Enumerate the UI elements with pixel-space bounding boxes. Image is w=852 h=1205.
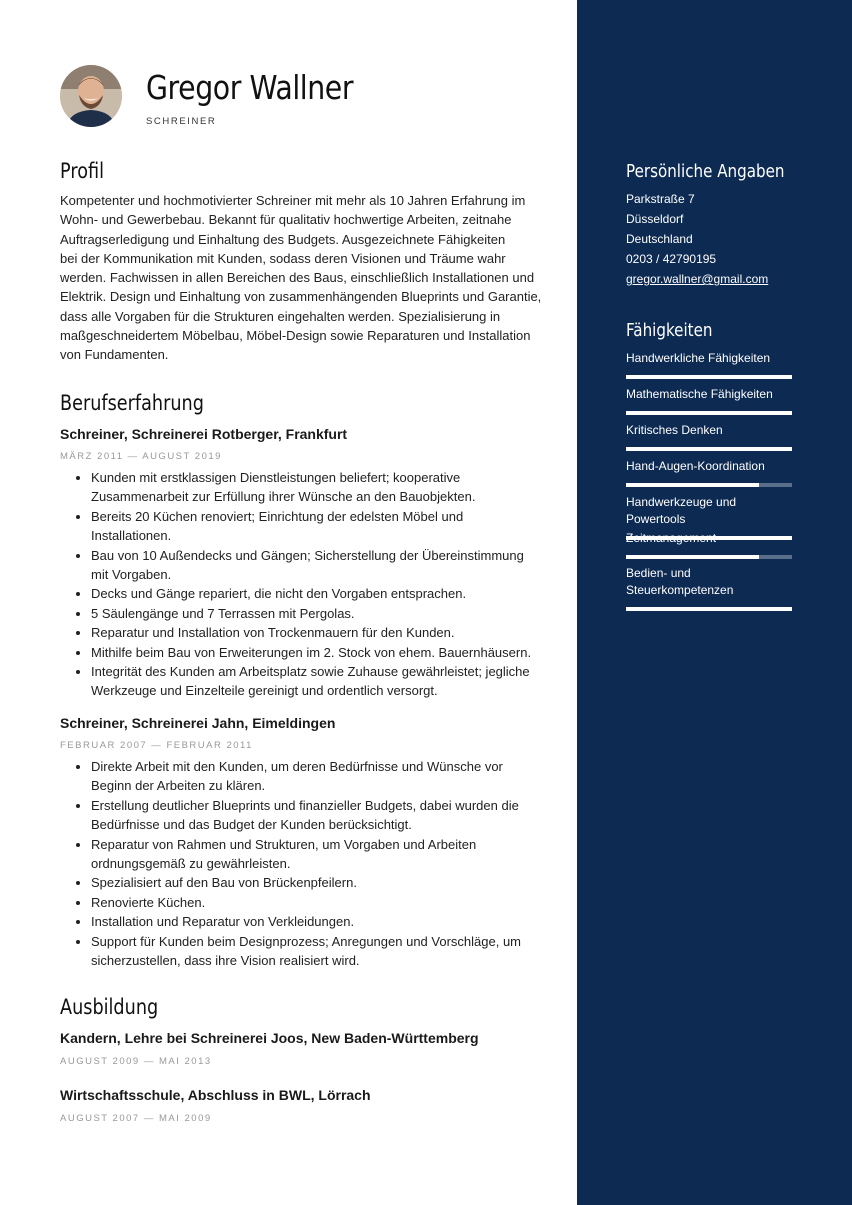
education-title: Wirtschaftsschule, Abschluss in BWL, Lörrach	[60, 1087, 371, 1103]
bullet-item: • Support für Kunden beim Designprozess; Anregungen und Vorschläge, um sicherzustellen, dass ihre Vision realisiert wird.	[91, 932, 541, 971]
skill-label: Hand-Augen-Koordination	[626, 459, 765, 473]
skill-bar-fill	[626, 411, 792, 415]
profile-line: Auftragserledigung und Einhaltung des Budgets. Ausgezeichnete Fähigkeiten	[60, 231, 506, 247]
bullet-item: • Mithilfe beim Bau von Erweiterungen im 2. Stock von ehem. Bauernhäusern.	[91, 643, 541, 662]
profile-line: Kompetenter und hochmotivierter Schreiner mit mehr als 10 Jahren Erfahrung im	[60, 193, 526, 208]
skill-bar	[626, 447, 792, 451]
profile-line: bei der Kommunikation mit Kunden, sodass deren Visionen und Träume wahr	[60, 250, 506, 266]
bullet-item: • 5 Säulengänge und 7 Terrassen mit Pergolas.	[91, 604, 541, 623]
job-dates: FEBRUAR 2007 — FEBRUAR 2011	[60, 740, 253, 751]
education-dates: AUGUST 2007 — MAI 2009	[60, 1113, 212, 1124]
bullet-item: • Bereits 20 Küchen renoviert; Einrichtung der edelsten Möbel und Installationen.	[91, 507, 541, 546]
phone-number: 0203 / 42790195	[626, 252, 717, 266]
skill-bar-fill	[626, 447, 792, 451]
job-title: Schreiner, Schreinerei Rotberger, Frankfurt	[60, 426, 348, 442]
education-heading: Ausbildung	[60, 995, 159, 1019]
experience-heading: Berufserfahrung	[60, 391, 204, 415]
profile-line: dass alle Vorgaben für die Strukturen eingehalten werden. Spezialisierung in	[60, 308, 501, 324]
personal-heading: Persönliche Angaben	[626, 161, 785, 182]
skill-bar-fill	[626, 555, 759, 559]
skill-item	[626, 530, 792, 559]
address-city: Düsseldorf	[626, 212, 684, 226]
skill-bar-fill	[626, 375, 792, 379]
email-link[interactable]: gregor.wallner@gmail.com	[626, 272, 769, 286]
skill-label: Kritisches Denken	[626, 423, 723, 437]
bullet-item: • Integrität des Kunden am Arbeitsplatz sowie Zuhause gewährleistet; jegliche Werkzeuge und Einzelteile gereinigt und ordentlich versorgt.	[91, 662, 541, 701]
skill-bar	[626, 411, 792, 415]
address-street: Parkstraße 7	[626, 192, 695, 206]
skill-bar	[626, 375, 792, 379]
skill-bar	[626, 555, 792, 559]
job-bullets	[60, 468, 541, 701]
bullet-item: • Spezialisiert auf den Bau von Brückenpfeilern.	[91, 873, 541, 892]
skill-item	[626, 350, 792, 379]
skill-bar-fill	[626, 483, 759, 487]
skill-item	[626, 422, 792, 451]
profile-line: maßgeschneidertem Möbelbau, Möbel-Design sowie Reparaturen und Installation	[60, 328, 531, 344]
avatar-photo	[60, 65, 122, 127]
candidate-job-title: SCHREINER	[146, 116, 217, 127]
skill-label: Handwerkliche Fähigkeiten	[626, 351, 771, 365]
profile-line: von Fundamenten.	[60, 347, 169, 363]
skill-label: Zeitmanagement	[626, 531, 717, 545]
job-bullets	[60, 757, 541, 970]
skill-bar	[626, 607, 792, 611]
bullet-item: • Kunden mit erstklassigen Dienstleistungen beliefert; kooperative Zusammenarbeit zur Erfüllung ihrer Wünsche an den Bauobjekten.	[91, 468, 541, 507]
profile-text	[60, 191, 550, 365]
bullet-item: • Erstellung deutlicher Blueprints und finanzieller Budgets, dabei wurden die Bedürfnisse und das Budget der Kunden berücksichtigt.	[91, 796, 541, 835]
bullet-item: • Reparatur von Rahmen und Strukturen, um Vorgaben und Arbeiten ordnungsgemäß zu gewährleisten.	[91, 835, 541, 874]
bullet-item: • Decks und Gänge repariert, die nicht den Vorgaben entsprachen.	[91, 584, 541, 603]
job-dates: MÄRZ 2011 — AUGUST 2019	[60, 451, 222, 462]
skill-label: Mathematische Fähigkeiten	[626, 387, 773, 401]
education-title: Kandern, Lehre bei Schreinerei Joos, New Baden-Württemberg	[60, 1030, 479, 1046]
profile-heading: Profil	[60, 159, 105, 183]
skill-item	[626, 565, 746, 611]
candidate-name: Gregor Wallner	[146, 68, 354, 107]
bullet-item: • Bau von 10 Außendecks und Gängen; Sicherstellung der Übereinstimmung mit Vorgaben.	[91, 546, 541, 585]
avatar-image	[60, 65, 122, 127]
profile-line: Wohn- und Gewerbebau. Bekannt für qualitativ hochwertige Arbeiten, zeitnahe	[60, 212, 512, 228]
bullet-item: • Reparatur und Installation von Trockenmauern für den Kunden.	[91, 623, 541, 642]
skill-item	[626, 458, 792, 487]
skill-bar	[626, 483, 792, 487]
skill-item	[626, 386, 792, 415]
bullet-item: • Renovierte Küchen.	[91, 893, 541, 912]
skill-label: Handwerkzeuge und Powertools	[626, 495, 737, 526]
bullet-item: • Direkte Arbeit mit den Kunden, um deren Bedürfnisse und Wünsche vor Beginn der Arbeiten zu klären.	[91, 757, 541, 796]
profile-line: Elektrik. Design und Einhaltung von zusammenhängenden Blueprints und Garantie,	[60, 289, 542, 305]
skills-heading: Fähigkeiten	[626, 320, 713, 341]
address-country: Deutschland	[626, 232, 693, 246]
education-dates: AUGUST 2009 — MAI 2013	[60, 1056, 212, 1067]
skill-label: Bedien- und Steuerkompetenzen	[626, 566, 734, 597]
job-title: Schreiner, Schreinerei Jahn, Eimeldingen	[60, 715, 336, 731]
skill-bar-fill	[626, 607, 792, 611]
profile-line: werden. Fachwissen in allen Bereichen des Baus, einschließlich Installationen und	[60, 270, 535, 286]
bullet-item: • Installation und Reparatur von Verkleidungen.	[91, 912, 541, 931]
